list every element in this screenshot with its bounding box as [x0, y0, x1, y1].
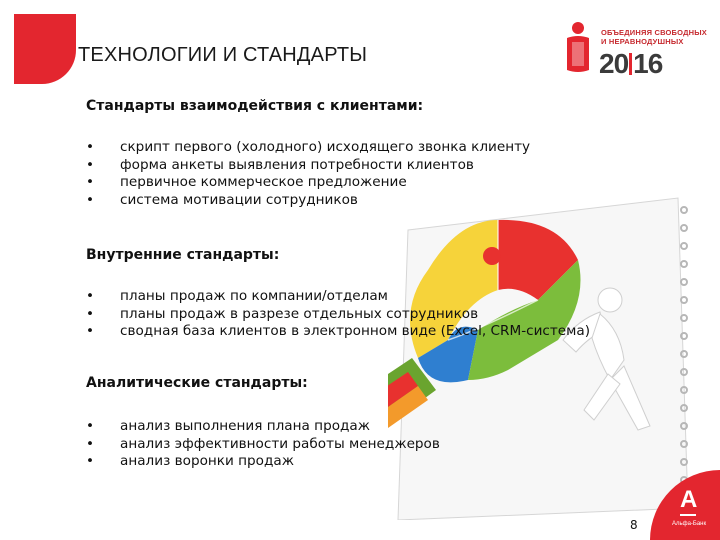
bullet: •: [86, 305, 95, 322]
bullet: •: [86, 418, 95, 434]
list-item-text: форма анкеты выявления потребности клиентов: [120, 156, 474, 173]
logo-year-right: 16: [633, 48, 663, 79]
bullet: •: [86, 323, 95, 339]
list-item-text: планы продаж в разрезе отдельных сотрудников: [120, 305, 479, 322]
bullet: •: [86, 453, 95, 469]
page-title: ТЕХНОЛОГИИ И СТАНДАРТЫ: [78, 44, 368, 66]
list-item-text: планы продаж по компании/отделам: [120, 288, 388, 304]
list-item-text: анализ выполнения плана продаж: [120, 418, 370, 434]
page-number: 8: [630, 518, 638, 532]
bullet: •: [86, 288, 95, 304]
bullet: •: [86, 191, 95, 208]
list-item-text: анализ эффективности работы менеджеров: [120, 435, 440, 452]
logo-year-left: 20: [599, 48, 629, 79]
list-item-text: система мотивации сотрудников: [120, 191, 358, 208]
bullet: •: [86, 139, 95, 155]
bullet: •: [86, 156, 95, 173]
list-item-text: сводная база клиентов в электронном виде (Excel, CRM-система): [120, 323, 591, 339]
alfa-bank-underline: [680, 514, 696, 516]
alfa-bank-letter: А: [680, 486, 698, 513]
puzzle-lightbulb-person-illustration: [388, 190, 688, 520]
bullet: •: [86, 174, 95, 190]
forum-2016-logo: [563, 14, 713, 78]
section-heading-internal-standards: Внутренние стандарты:: [86, 247, 280, 263]
alfa-bank-name: Альфа-Банк: [672, 521, 707, 527]
list-item-text: скрипт первого (холодного) исходящего звонка клиенту: [120, 139, 531, 155]
list-item-text: анализ воронки продаж: [120, 453, 294, 469]
logo-text-line1: ОБЪЕДИНЯЯ СВОБОДНЫХ: [601, 28, 707, 37]
logo-year: [599, 48, 662, 80]
logo-year-separator: [629, 53, 632, 75]
brand-red-corner-bar: [14, 14, 76, 84]
logo-figure-icon: [563, 20, 593, 78]
logo-text-line2: И НЕРАВНОДУШНЫХ: [601, 37, 684, 46]
bullet: •: [86, 435, 95, 452]
list-item-text: первичное коммерческое предложение: [120, 174, 407, 190]
section-heading-client-standards: Стандарты взаимодействия с клиентами:: [86, 98, 424, 114]
section-heading-analytic-standards: Аналитические стандарты:: [86, 375, 308, 391]
